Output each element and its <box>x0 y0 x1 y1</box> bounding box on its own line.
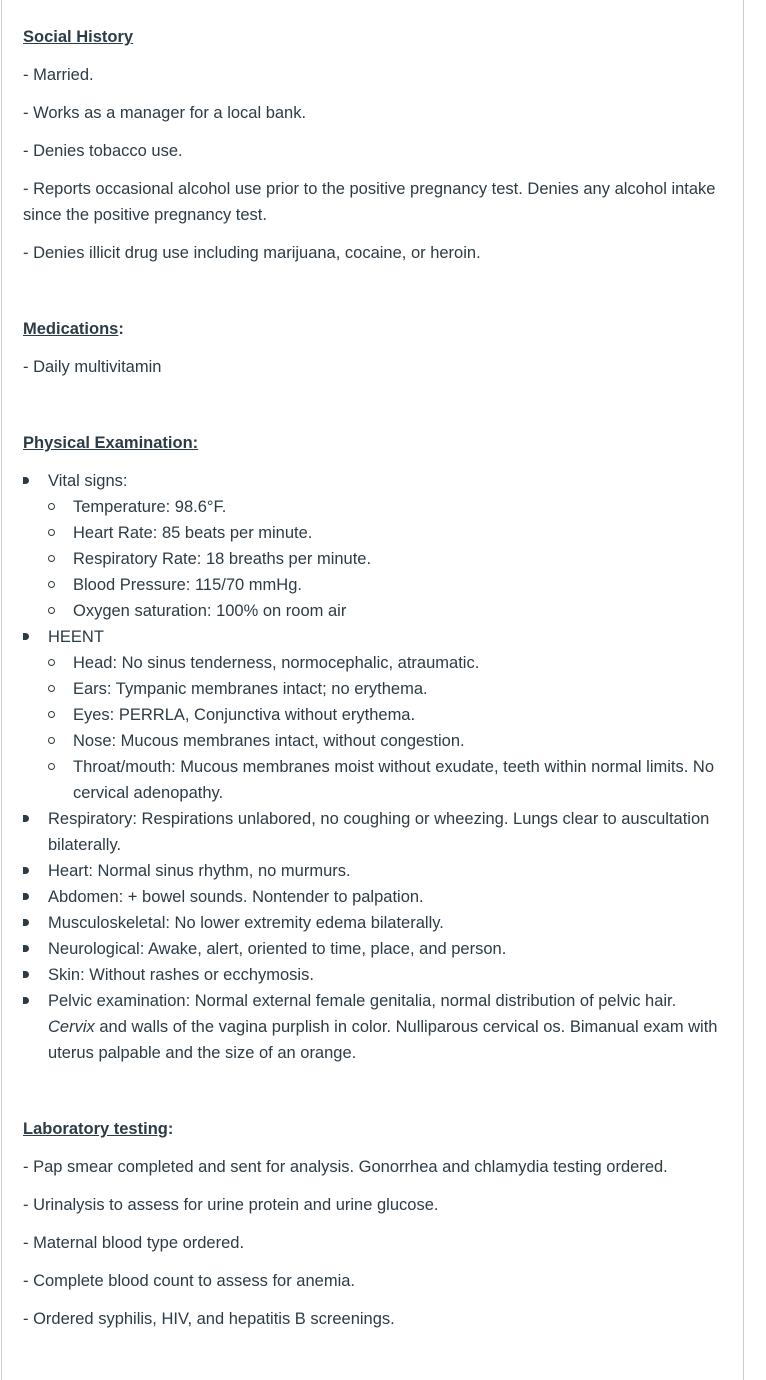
lab-testing-item: - Urinalysis to assess for urine protein and urine glucose. <box>23 1196 439 1214</box>
bullet-icon <box>23 893 29 900</box>
medications-heading: Medications: <box>23 320 124 338</box>
document-page <box>1 0 744 1380</box>
list-item: Oxygen saturation: 100% on room air <box>73 598 723 624</box>
list-item: Throat/mouth: Mucous membranes moist without exudate, teeth within normal limits. No cervical adenopathy. <box>73 754 723 806</box>
list-item: Heart Rate: 85 beats per minute. <box>73 520 723 546</box>
bullet-icon <box>23 945 29 952</box>
lab-testing-item: - Maternal blood type ordered. <box>23 1234 245 1252</box>
circle-bullet-icon <box>48 581 55 588</box>
bullet-icon <box>23 971 29 978</box>
bullet-icon <box>23 633 29 640</box>
lab-testing-item: - Complete blood count to assess for anemia. <box>23 1272 356 1290</box>
bullet-icon <box>23 997 29 1004</box>
list-item: Temperature: 98.6°F. <box>73 494 723 520</box>
list-item: Heart: Normal sinus rhythm, no murmurs. <box>48 858 723 884</box>
social-history-item: - Denies tobacco use. <box>23 142 183 160</box>
list-item: Respiratory Rate: 18 breaths per minute. <box>73 546 723 572</box>
bullet-icon <box>23 477 29 484</box>
physical-exam-heading: Physical Examination: <box>23 434 199 452</box>
circle-bullet-icon <box>48 503 55 510</box>
list-item: Musculoskeletal: No lower extremity edema bilaterally. <box>48 910 723 936</box>
medication-item: - Daily multivitamin <box>23 358 162 376</box>
list-item <box>48 624 723 806</box>
circle-bullet-icon <box>48 529 55 536</box>
circle-bullet-icon <box>48 555 55 562</box>
social-history-item: - Married. <box>23 66 94 84</box>
bullet-icon <box>23 919 29 926</box>
lab-testing-heading: Laboratory testing: <box>23 1120 174 1138</box>
circle-bullet-icon <box>48 685 55 692</box>
social-history-item: - Works as a manager for a local bank. <box>23 104 307 122</box>
physical-exam-list <box>23 468 723 1066</box>
circle-bullet-icon <box>48 737 55 744</box>
circle-bullet-icon <box>48 607 55 614</box>
lab-testing-item: - Pap smear completed and sent for analysis. Gonorrhea and chlamydia testing ordered. <box>23 1158 668 1176</box>
circle-bullet-icon <box>48 763 55 770</box>
document-content <box>23 24 723 1344</box>
bullet-icon <box>23 867 29 874</box>
social-history-heading: Social History <box>23 28 134 46</box>
list-item: Skin: Without rashes or ecchymosis. <box>48 962 723 988</box>
vitals-list <box>48 494 723 624</box>
list-item: Pelvic examination: Normal external female genitalia, normal distribution of pelvic hair. Cervix and walls of the vagina purplish in color. Nulliparous cervical os. Bimanual exam with uterus palpable and the size of an orange. <box>48 988 723 1066</box>
lab-testing-item: - Ordered syphilis, HIV, and hepatitis B screenings. <box>23 1310 395 1328</box>
list-item: Abdomen: + bowel sounds. Nontender to palpation. <box>48 884 723 910</box>
list-item <box>48 468 723 624</box>
bullet-icon <box>23 815 29 822</box>
list-item: Head: No sinus tenderness, normocephalic, atraumatic. <box>73 650 723 676</box>
heent-label: HEENT <box>48 628 104 646</box>
vitals-label: Vital signs: <box>48 472 128 490</box>
heent-list <box>48 650 723 806</box>
social-history-item: - Reports occasional alcohol use prior to the positive pregnancy test. Denies any alcohol intake since the positive pregnancy test. <box>23 180 716 224</box>
list-item: Blood Pressure: 115/70 mmHg. <box>73 572 723 598</box>
circle-bullet-icon <box>48 659 55 666</box>
list-item: Respiratory: Respirations unlabored, no coughing or wheezing. Lungs clear to auscultation bilaterally. <box>48 806 723 858</box>
list-item: Ears: Tympanic membranes intact; no erythema. <box>73 676 723 702</box>
circle-bullet-icon <box>48 711 55 718</box>
social-history-item: - Denies illicit drug use including marijuana, cocaine, or heroin. <box>23 244 481 262</box>
list-item: Eyes: PERRLA, Conjunctiva without erythema. <box>73 702 723 728</box>
list-item: Neurological: Awake, alert, oriented to time, place, and person. <box>48 936 723 962</box>
list-item: Nose: Mucous membranes intact, without congestion. <box>73 728 723 754</box>
